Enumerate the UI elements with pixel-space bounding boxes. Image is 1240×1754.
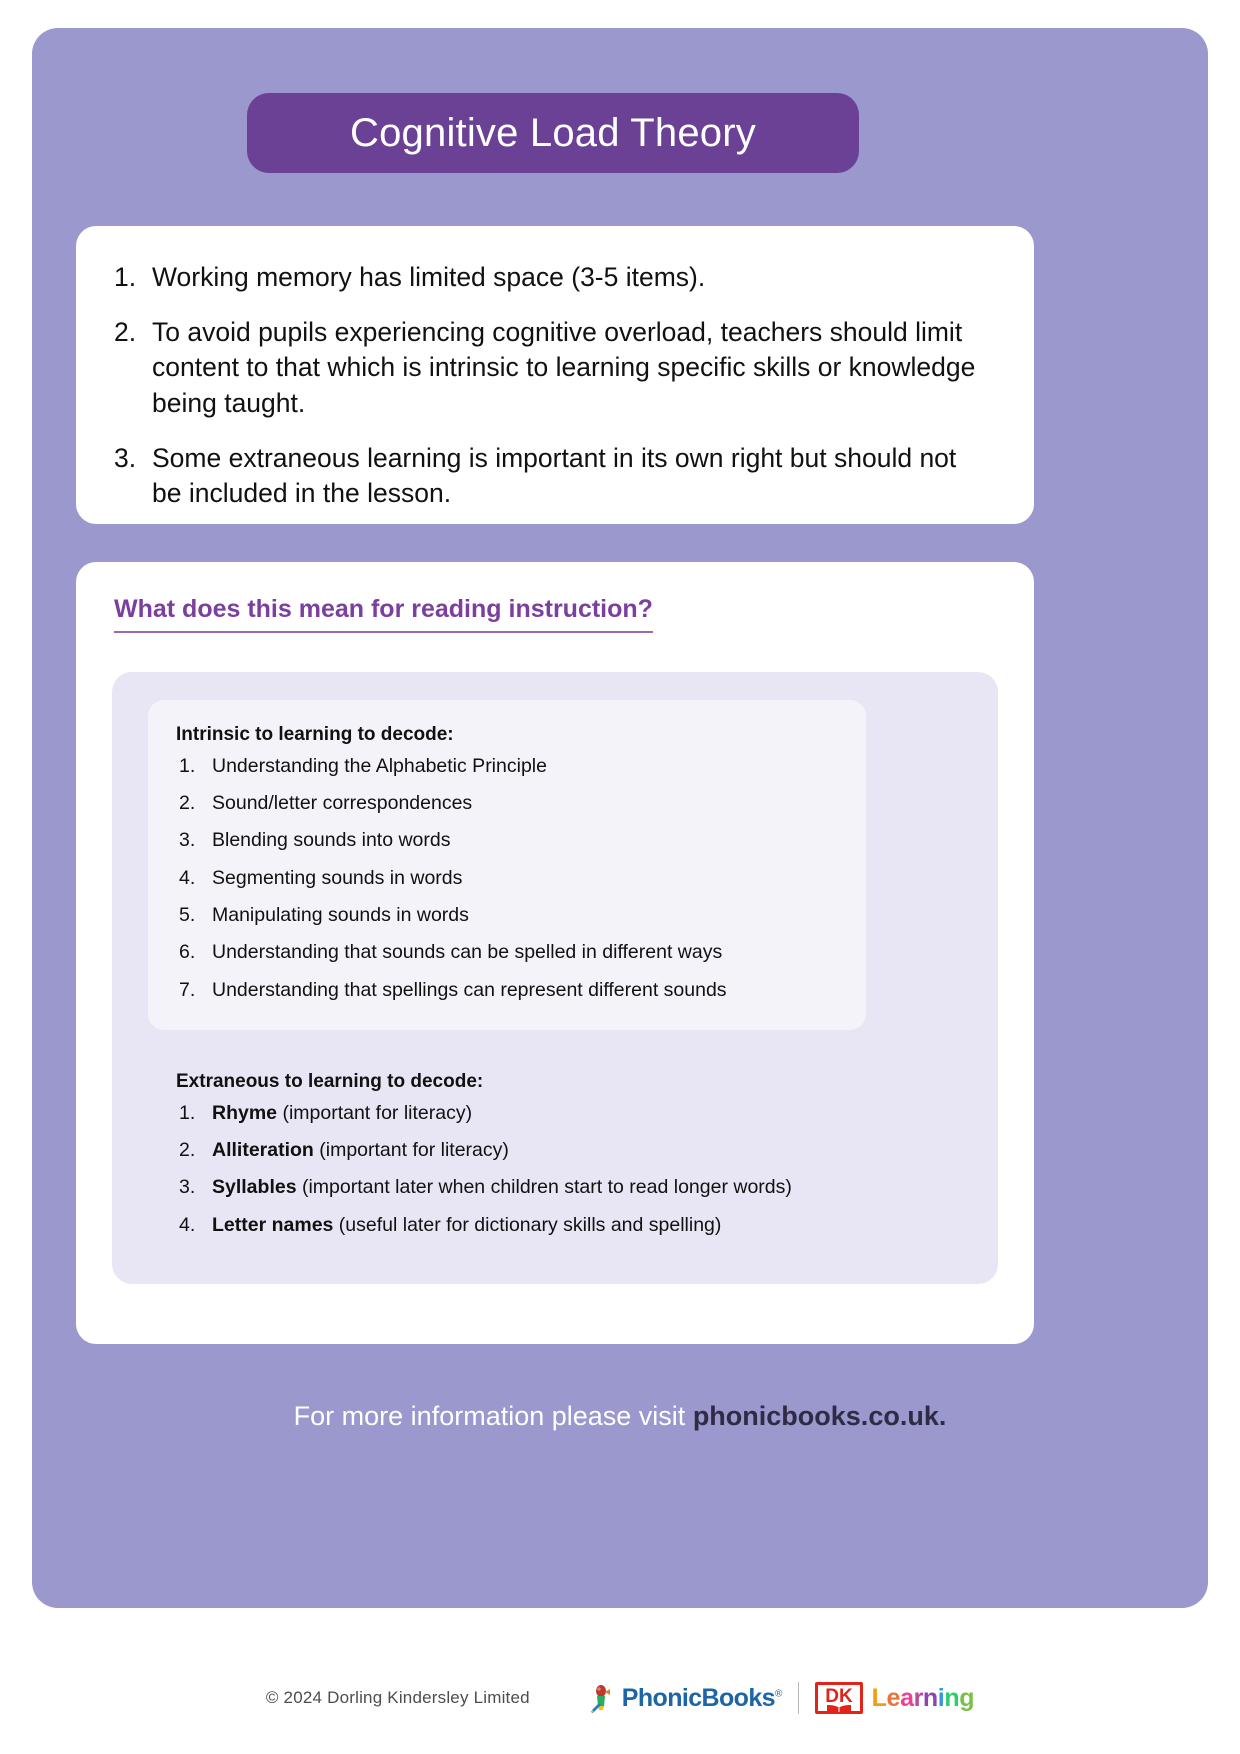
list-item: Understanding that spellings can represent different sounds xyxy=(212,978,727,1001)
list-item xyxy=(176,1175,936,1200)
list-item-term: Rhyme xyxy=(212,1101,278,1124)
intrinsic-list xyxy=(176,754,876,1003)
page-title: Cognitive Load Theory xyxy=(350,111,756,155)
list-item-note: (important later when children start to read longer words) xyxy=(296,1176,792,1199)
list-item: Working memory has limited space (3-5 items). xyxy=(152,262,706,292)
visit-line xyxy=(0,1400,1240,1432)
footer-logos xyxy=(588,1682,974,1714)
list-item: Some extraneous learning is important in its own right but should not be included in the lesson. xyxy=(152,442,957,509)
intrinsic-block xyxy=(176,723,876,1015)
poster-title-pill xyxy=(247,93,859,173)
section-heading: What does this mean for reading instruction? xyxy=(114,594,653,633)
open-book-icon xyxy=(826,1704,852,1712)
list-item-term: Syllables xyxy=(212,1176,297,1199)
visit-prefix: For more information please visit xyxy=(293,1401,693,1431)
dk-learning-logo xyxy=(815,1682,974,1714)
phonicbooks-wordmark xyxy=(622,1684,782,1713)
phonicbooks-mascot-icon xyxy=(588,1683,618,1713)
dk-logo-box xyxy=(815,1682,862,1714)
website-link[interactable]: phonicbooks.co.uk. xyxy=(692,1401,947,1431)
phonicbooks-logo xyxy=(588,1683,782,1713)
list-item: Manipulating sounds in words xyxy=(212,904,469,927)
dk-learning-wordmark: Learning xyxy=(871,1683,975,1712)
list-item: Understanding the Alphabetic Principle xyxy=(212,754,547,777)
list-item: Segmenting sounds in words xyxy=(212,866,463,889)
key-points-card xyxy=(76,226,1034,524)
list-item-note: (useful later for dictionary skills and spelling) xyxy=(333,1213,722,1236)
footer-bar xyxy=(0,1672,1240,1724)
list-item-note: (important for literacy) xyxy=(313,1139,509,1162)
list-item: To avoid pupils experiencing cognitive overload, teachers should limit content to that which is intrinsic to learning specific skills or knowledge being taught. xyxy=(152,317,976,418)
list-item: Sound/letter correspondences xyxy=(212,792,473,815)
list-item-term: Alliteration xyxy=(212,1139,314,1162)
registered-mark: ® xyxy=(774,1688,782,1700)
list-item: Understanding that sounds can be spelled in different ways xyxy=(212,941,723,964)
key-points-list xyxy=(112,260,990,511)
dk-logo-text: DK xyxy=(825,1686,853,1707)
logo-divider xyxy=(798,1682,800,1714)
list-item xyxy=(176,1101,936,1126)
extraneous-block xyxy=(176,1070,936,1250)
phonicbooks-logo-text: PhonicBooks xyxy=(621,1683,775,1712)
list-item xyxy=(176,1138,936,1163)
extraneous-label: Extraneous to learning to decode: xyxy=(176,1071,484,1092)
extraneous-list xyxy=(176,1101,936,1238)
list-item xyxy=(176,1213,936,1238)
list-item-note: (important for literacy) xyxy=(277,1101,473,1124)
copyright-text: © 2024 Dorling Kindersley Limited xyxy=(265,1688,530,1707)
list-item: Blending sounds into words xyxy=(212,829,451,852)
intrinsic-label: Intrinsic to learning to decode: xyxy=(176,724,454,745)
list-item-term: Letter names xyxy=(212,1213,334,1236)
